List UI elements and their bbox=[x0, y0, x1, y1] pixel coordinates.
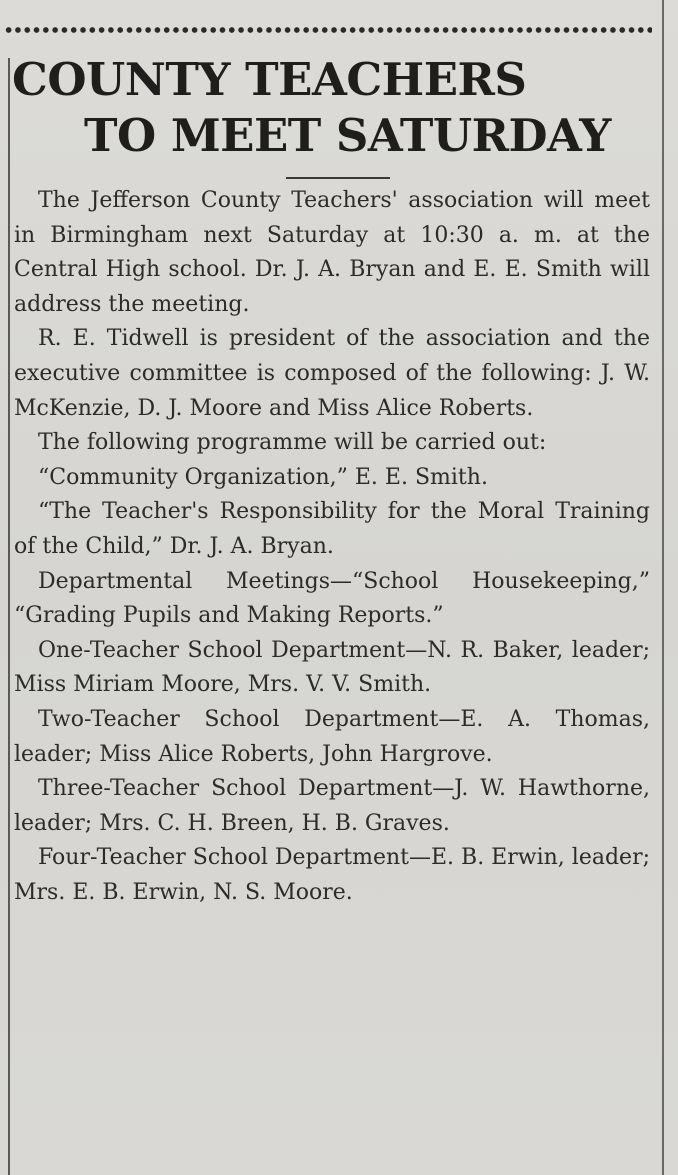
paragraph-department: Two-Teacher School Department—E. A. Thomas, leader; Miss Alice Roberts, John Hargrove. bbox=[14, 706, 650, 767]
column-rule-left bbox=[8, 58, 10, 1175]
headline-line-1: COUNTY TEACHERS bbox=[12, 53, 527, 106]
headline bbox=[12, 52, 662, 164]
paragraph-department: One-Teacher School Department—N. R. Baker, leader; Miss Miriam Moore, Mrs. V. V. Smith. bbox=[14, 637, 650, 698]
paragraph-department: Three-Teacher School Department—J. W. Hawthorne, leader; Mrs. C. H. Breen, H. B. Graves. bbox=[14, 776, 650, 836]
paragraph-programme-item: Departmental Meetings—“School Housekeeping,” “Grading Pupils and Making Reports.” bbox=[14, 568, 650, 629]
paragraph-department: Four-Teacher School Department—E. B. Erwin, leader; Mrs. E. B. Erwin, N. S. Moore. bbox=[14, 845, 650, 905]
paragraph-programme-item: “Community Organization,” E. E. Smith. bbox=[38, 464, 488, 490]
headline-line-2: TO MEET SATURDAY bbox=[84, 109, 611, 162]
headline-divider bbox=[286, 177, 390, 179]
article-body bbox=[14, 184, 650, 910]
paragraph-meeting-announcement: The Jefferson County Teachers' association will meet in Birmingham next Saturday at 10:30 a. m. at the Central High school. Dr. J. A. Bryan and E. E. Smith will address the meeting. bbox=[14, 188, 650, 317]
dotted-rule bbox=[4, 24, 652, 36]
column-rule-right bbox=[662, 0, 664, 1175]
paragraph-programme-item: “The Teacher's Responsibility for the Moral Training of the Child,” Dr. J. A. Bryan. bbox=[14, 499, 650, 559]
paragraph-committee: R. E. Tidwell is president of the association and the executive committee is composed of the following: J. W. McKenzie, D. J. Moore and Miss Alice Roberts. bbox=[14, 326, 650, 421]
paragraph-programme-intro: The following programme will be carried out: bbox=[38, 430, 547, 456]
